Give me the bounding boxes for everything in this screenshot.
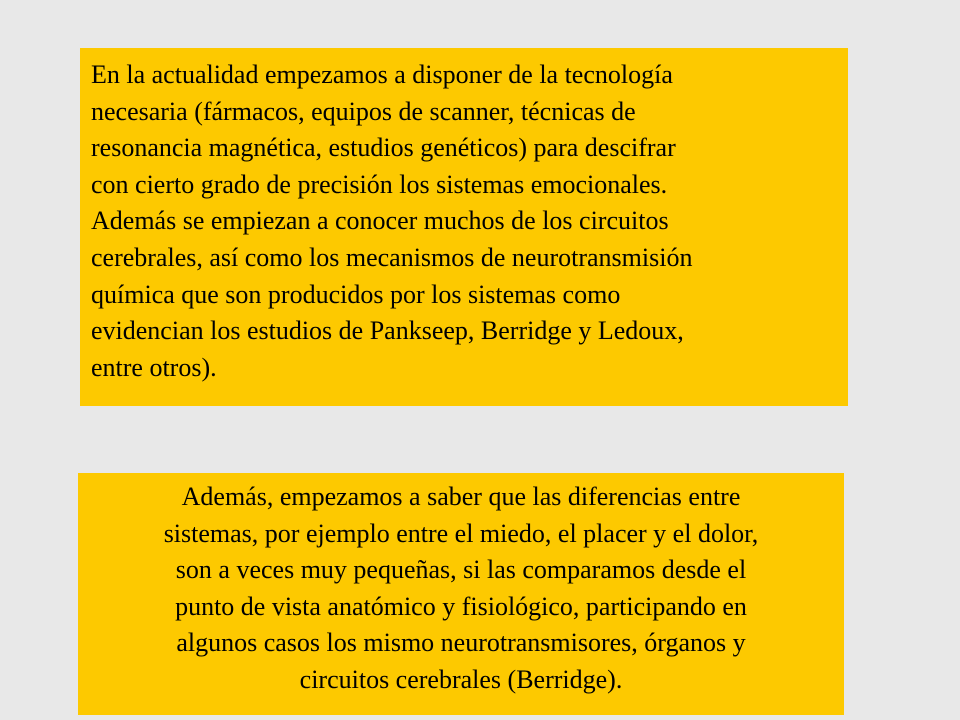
paragraph-line: necesaria (fármacos, equipos de scanner, técnicas de bbox=[91, 96, 636, 126]
paragraph-line: cerebrales, así como los mecanismos de neurotransmisión bbox=[91, 242, 693, 272]
paragraph-line: sistemas, por ejemplo entre el miedo, el placer y el dolor, bbox=[163, 518, 759, 548]
paragraph-line: Además se empiezan a conocer muchos de los circuitos bbox=[91, 206, 669, 236]
paragraph-line: circuitos cerebrales (Berridge). bbox=[299, 664, 623, 694]
paragraph-line: punto de vista anatómico y fisiológico, participando en bbox=[175, 591, 747, 621]
paragraph-line: resonancia magnética, estudios genéticos) para descifrar bbox=[91, 133, 676, 163]
text-box-differences bbox=[78, 473, 844, 715]
paragraph-line: evidencian los estudios de Pankseep, Berridge y Ledoux, bbox=[91, 316, 684, 346]
paragraph-line: química que son producidos por los sistemas como bbox=[91, 279, 621, 309]
paragraph-line: En la actualidad empezamos a disponer de la tecnología bbox=[91, 60, 673, 89]
paragraph-line: algunos casos los mismo neurotransmisores, órganos y bbox=[176, 628, 746, 658]
paragraph-line: son a veces muy pequeñas, si las comparamos desde el bbox=[175, 555, 747, 585]
paragraph-line: Además, empezamos a saber que las diferencias entre bbox=[181, 482, 741, 511]
paragraph-line: con cierto grado de precisión los sistemas emocionales. bbox=[91, 169, 668, 199]
paragraph-line: entre otros). bbox=[91, 352, 217, 382]
text-box-technology bbox=[80, 48, 848, 406]
